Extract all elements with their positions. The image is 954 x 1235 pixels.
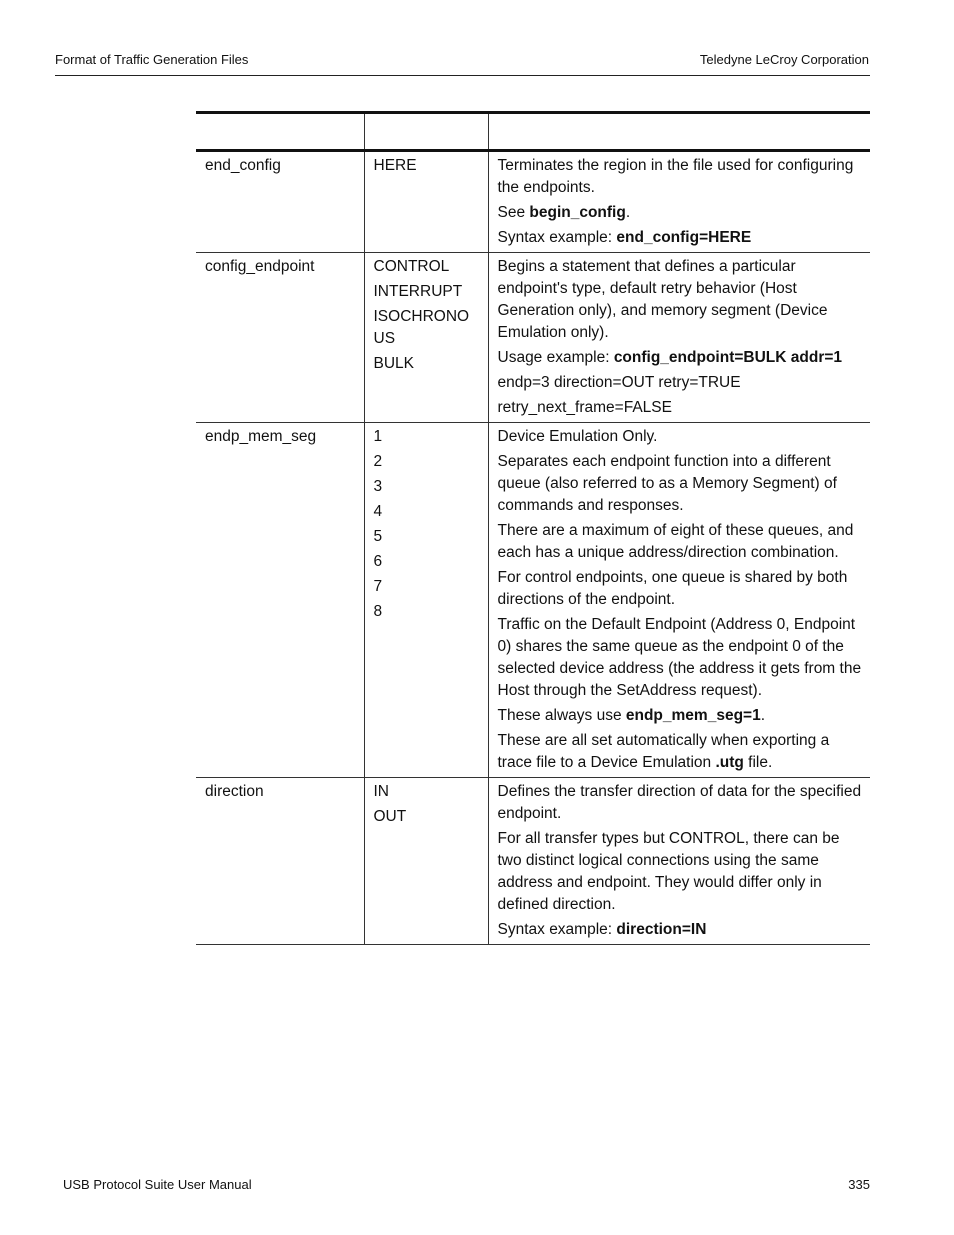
description-paragraph xyxy=(498,781,867,825)
parameter-value: 2 xyxy=(373,453,383,470)
description-text: file. xyxy=(743,754,773,771)
code-text: end_config=HERE xyxy=(616,229,752,246)
parameter-values xyxy=(364,151,488,253)
description-text: retry_next_frame=FALSE xyxy=(497,399,672,416)
code-text: direction=IN xyxy=(616,921,707,938)
description-text: For control endpoints, one queue is shared by both directions of the endpoint. xyxy=(497,569,848,608)
description-text: Terminates the region in the file used for configuring the endpoints. xyxy=(497,157,854,196)
description-text: Traffic on the Default Endpoint (Address 0, Endpoint 0) shares the same queue as the endpoint 0 of the selected device address (the address it gets from the Host through the SetAddress request). xyxy=(497,616,862,699)
table-row xyxy=(196,253,870,423)
description-text: Begins a statement that defines a particular endpoint's type, default retry behavior (Host Generation only), and memory segment (Device Emulation only). xyxy=(497,258,828,341)
description-paragraph xyxy=(498,397,867,419)
parameter-value: OUT xyxy=(373,808,407,825)
table-row xyxy=(196,423,870,778)
parameter-name: config_endpoint xyxy=(196,253,364,423)
table-row xyxy=(196,151,870,253)
parameter-value: 4 xyxy=(373,503,383,520)
parameter-value: INTERRUPT xyxy=(373,283,463,300)
description-paragraph xyxy=(498,919,867,941)
code-text: config_endpoint=BULK addr=1 xyxy=(613,349,843,366)
table-body xyxy=(196,151,870,945)
parameter-value: 3 xyxy=(373,478,383,495)
description-text: For all transfer types but CONTROL, there can be two distinct logical connections using the same address and endpoint. They would differ only in defined direction. xyxy=(497,830,840,913)
description-paragraph xyxy=(498,227,867,249)
description-paragraph xyxy=(498,372,867,394)
parameter-name: endp_mem_seg xyxy=(196,423,364,778)
parameter-value: 7 xyxy=(373,578,383,595)
description-text: Syntax example: xyxy=(497,229,617,246)
parameter-value: BULK xyxy=(373,355,414,372)
parameter-value: HERE xyxy=(373,157,417,174)
description-paragraph xyxy=(498,451,867,517)
description-paragraph xyxy=(498,155,867,199)
description-text: These always use xyxy=(497,707,626,724)
description-text: endp=3 direction=OUT retry=TRUE xyxy=(497,374,741,391)
description-paragraph xyxy=(498,730,867,774)
page-number: 335 xyxy=(848,1177,870,1192)
parameter-values xyxy=(364,423,488,778)
parameter-description xyxy=(488,423,870,778)
table-header xyxy=(196,113,870,151)
parameter-value: 1 xyxy=(373,428,383,445)
code-text: endp_mem_seg=1 xyxy=(625,707,761,724)
description-text: Usage example: xyxy=(497,349,614,366)
parameter-description xyxy=(488,778,870,945)
parameter-value: CONTROL xyxy=(373,258,450,275)
footer-manual-title: USB Protocol Suite User Manual xyxy=(63,1177,252,1192)
parameter-value: 8 xyxy=(373,603,383,620)
parameter-name: direction xyxy=(196,778,364,945)
description-paragraph xyxy=(498,347,867,369)
parameter-value: IN xyxy=(373,783,389,800)
description-paragraph xyxy=(498,520,867,564)
code-text: .utg xyxy=(715,754,744,771)
description-text: See xyxy=(497,204,530,221)
table-row xyxy=(196,778,870,945)
header-company: Teledyne LeCroy Corporation xyxy=(699,52,869,67)
parameter-value: ISOCHRONO US xyxy=(373,308,470,347)
description-paragraph xyxy=(498,567,867,611)
description-text: Syntax example: xyxy=(497,921,617,938)
description-text: Device Emulation Only. xyxy=(497,428,658,445)
parameter-values xyxy=(364,778,488,945)
description-paragraph xyxy=(498,202,867,224)
description-text: . xyxy=(760,707,766,724)
description-text: These are all set automatically when exporting a trace file to a Device Emulation xyxy=(497,732,830,771)
description-text: Separates each endpoint function into a different queue (also referred to as a Memory Segment) of commands and responses. xyxy=(497,453,837,514)
parameter-description xyxy=(488,151,870,253)
description-text: Defines the transfer direction of data for the specified endpoint. xyxy=(497,783,862,822)
description-paragraph xyxy=(498,705,867,727)
description-text: . xyxy=(625,204,631,221)
header-cell xyxy=(364,113,488,151)
description-paragraph xyxy=(498,426,867,448)
header-section-title: Format of Traffic Generation Files xyxy=(55,52,249,67)
parameter-name: end_config xyxy=(196,151,364,253)
code-text: begin_config xyxy=(529,204,626,221)
parameter-value: 5 xyxy=(373,528,383,545)
parameter-value: 6 xyxy=(373,553,383,570)
parameter-table xyxy=(196,111,870,945)
description-text: There are a maximum of eight of these queues, and each has a unique address/direction combination. xyxy=(497,522,854,561)
parameter-description xyxy=(488,253,870,423)
description-paragraph xyxy=(498,614,867,702)
description-paragraph xyxy=(498,256,867,344)
parameter-values xyxy=(364,253,488,423)
description-paragraph xyxy=(498,828,867,916)
header-divider xyxy=(55,75,870,76)
header-cell xyxy=(196,113,364,151)
header-cell xyxy=(488,113,870,151)
